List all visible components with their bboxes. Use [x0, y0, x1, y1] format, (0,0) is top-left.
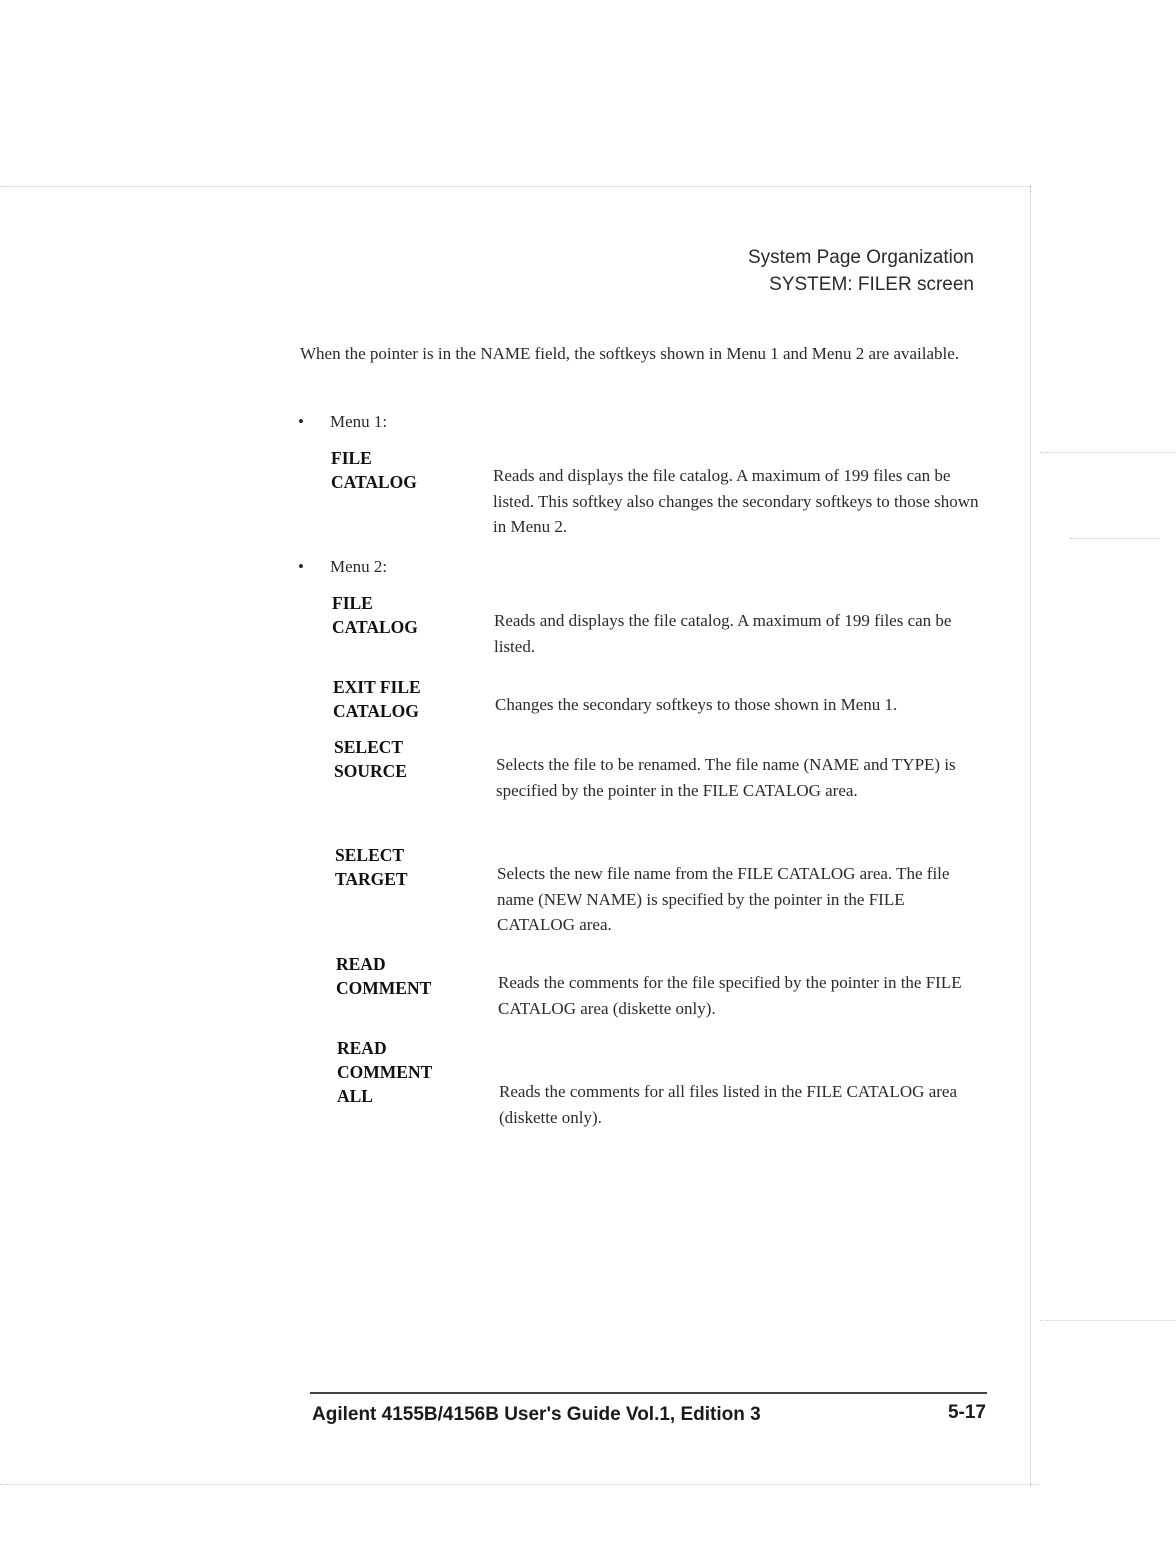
footer-title: Agilent 4155B/4156B User's Guide Vol.1, Edition 3	[312, 1404, 761, 1425]
softkey-file-catalog: FILE CATALOG	[331, 448, 417, 492]
softkey-description: Reads the comments for the file specified by the pointer in the FILE CATALOG area (diskette only).	[498, 973, 962, 1018]
menu1-bullet	[298, 410, 387, 434]
softkey-description: Changes the secondary softkeys to those shown in Menu 1.	[495, 695, 898, 714]
softkey-description: Selects the new file name from the FILE CATALOG area. The file name (NEW NAME) is specified by the pointer in the FILE CATALOG area.	[497, 864, 950, 934]
softkey-description: Reads and displays the file catalog. A maximum of 199 files can be listed.	[494, 611, 952, 656]
softkey-description: Reads the comments for all files listed in the FILE CATALOG area (diskette only).	[499, 1082, 957, 1127]
page-number: 5-17	[947, 1402, 986, 1423]
footer-rule	[310, 1392, 987, 1394]
menu1-label: Menu 1:	[330, 412, 388, 431]
softkey-select-target: SELECT TARGET	[335, 845, 408, 889]
menu2-label: Menu 2:	[330, 557, 388, 576]
scan-edge-right	[1030, 186, 1031, 1486]
bullet-dot: •	[298, 412, 304, 431]
softkey-description: Reads and displays the file catalog. A maximum of 199 files can be listed. This softkey also changes the secondary softkeys to those shown in Menu 2.	[493, 466, 979, 536]
scan-tick	[1040, 452, 1176, 453]
scan-edge-bottom	[0, 1484, 1040, 1485]
header-screen: SYSTEM: FILER screen	[769, 274, 974, 295]
scan-tick	[1070, 538, 1160, 539]
bullet-dot: •	[298, 557, 304, 576]
scan-edge-top	[0, 186, 1030, 187]
softkey-read-comment-all: READ COMMENT ALL	[337, 1038, 433, 1106]
header-section: System Page Organization	[747, 247, 974, 268]
softkey-description: Selects the file to be renamed. The file name (NAME and TYPE) is specified by the pointer in the FILE CATALOG area.	[496, 755, 956, 800]
menu2-bullet	[298, 555, 387, 579]
softkey-file-catalog: FILE CATALOG	[332, 593, 418, 637]
softkey-read-comment: READ COMMENT	[336, 954, 432, 998]
scan-tick	[1040, 1320, 1176, 1321]
running-header	[748, 244, 974, 298]
softkey-select-source: SELECT SOURCE	[334, 737, 407, 781]
softkey-exit-file-catalog: EXIT FILE CATALOG	[333, 677, 421, 721]
intro-paragraph: When the pointer is in the NAME field, the softkeys shown in Menu 1 and Menu 2 are available.	[300, 344, 960, 363]
